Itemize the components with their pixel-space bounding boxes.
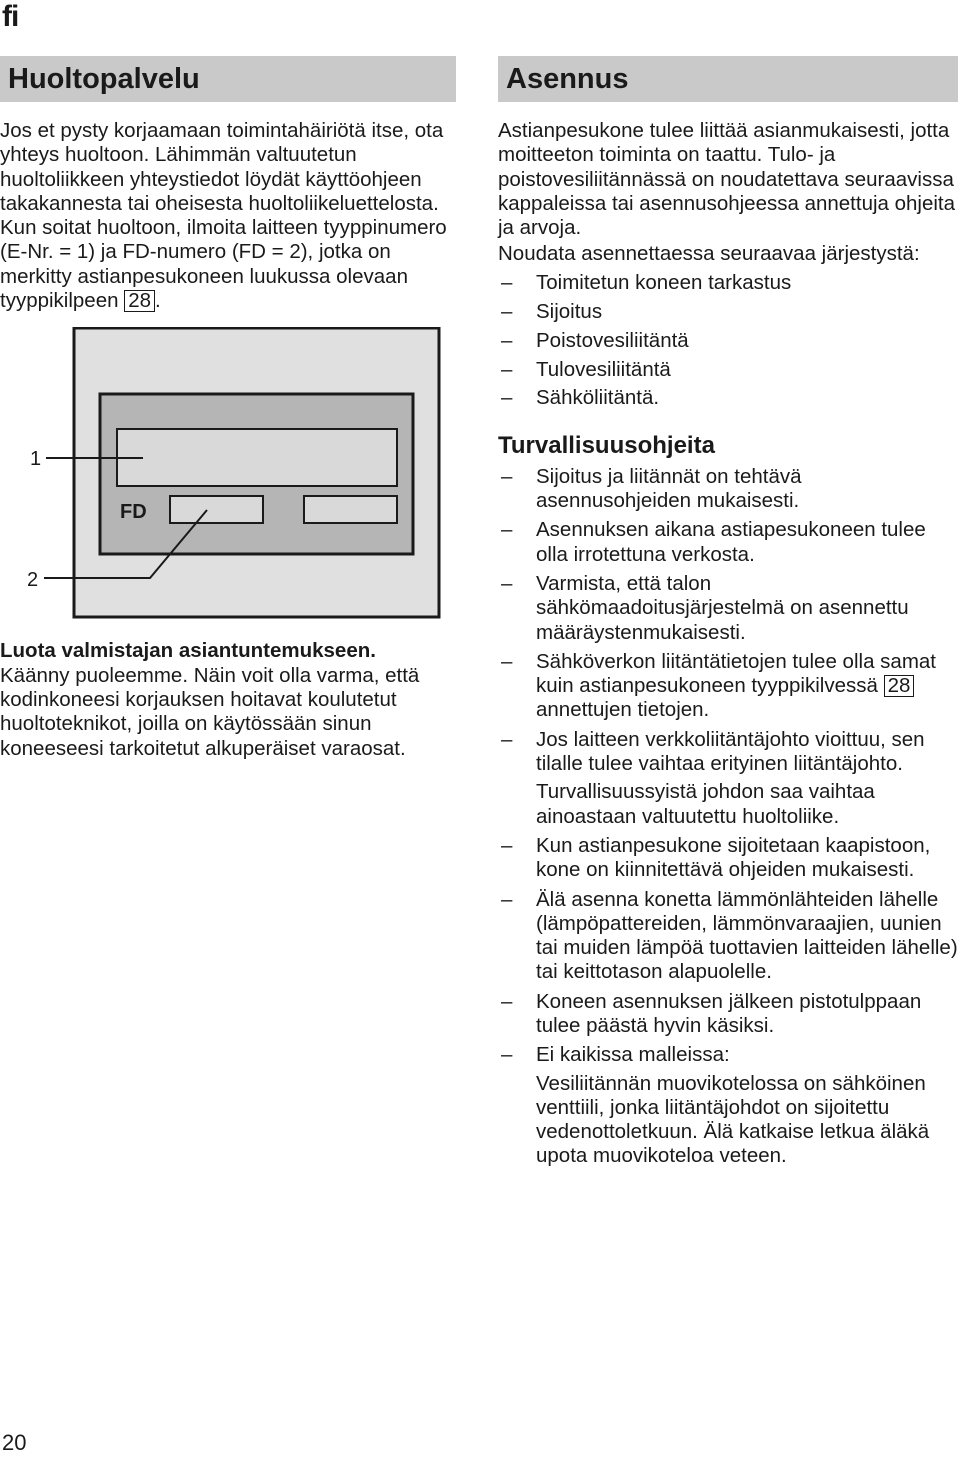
dash-mark: – [501, 328, 513, 352]
service-section [0, 56, 456, 761]
service-closing: Käänny puoleemme. Näin voit olla varma, että kodinkoneesi korjauksen hoitavat koulutetut huoltoteknikot, joilla on käytössään sinun koneeseesi tarkoitetut alkuperäiset varaosat. [0, 663, 420, 760]
list-item-text: Poistovesiliitäntä [536, 328, 689, 352]
list-item [498, 386, 958, 410]
installation-section [498, 56, 958, 1169]
list-item-text: Älä asenna konetta lämmönlähteiden lähelle (lämpöpattereiden, lämmönvaraajien, uunien tai muiden lämpöä tuottavien laitteiden lähelle) tai keittotason alapuolelle. [536, 887, 958, 984]
list-item-text: Sähköverkon liitäntätietojen tulee olla samat kuin astianpesukoneen tyyppikilvessä [536, 649, 936, 698]
dash-mark: – [501, 464, 513, 488]
type-plate-figure [0, 327, 456, 623]
list-item-text: Kun astianpesukone sijoitetaan kaapistoon, kone on kiinnitettävä ohjeiden mukaisesti. [536, 833, 931, 882]
list-item [498, 518, 958, 567]
list-item [498, 300, 958, 324]
list-item-text: Toimitetun koneen tarkastus [536, 271, 792, 295]
dash-mark: – [501, 271, 513, 295]
list-item-text: Sähköliitäntä. [536, 386, 660, 410]
dash-mark: – [501, 386, 513, 410]
list-item [498, 888, 958, 985]
trust-heading: Luota valmistajan asiantuntemukseen. [0, 639, 376, 663]
list-item-text: Asennuksen aikana astiapesukoneen tulee olla irrotettuna verkosta. [536, 518, 926, 566]
list-item [498, 329, 958, 353]
service-intro-end: . [155, 289, 161, 313]
list-item [498, 1043, 958, 1168]
dash-mark: – [501, 300, 513, 324]
callout-label-2: 2 [27, 569, 39, 592]
list-item-text: Sijoitus ja liitännät on tehtävä asennusohjeiden mukaisesti. [536, 464, 802, 513]
list-item-text: Varmista, että talon sähkömaadoitusjärjestelmä on asennettu määräystenmukaisesti. [536, 571, 909, 644]
service-intro-text: Jos et pysty korjaamaan toimintahäiriötä itse, ota yhteys huoltoon. Lähimmän valtuutetun huoltoliikkeen yhteystiedot löydät käyttöohjeen takakannesta tai oheisesta huoltoliikeluettelosta. Kun soitat huoltoon, ilmoita laitteen tyyppinumero (E-Nr. = 1) ja FD-numero (FD = 2), jotka on merkitty astianpesukoneen luukussa olevaan tyyppikilpeen [0, 119, 447, 313]
list-item [498, 990, 958, 1039]
safety-heading: Turvallisuusohjeita [498, 431, 715, 459]
list-item [498, 650, 958, 723]
dash-mark: – [501, 887, 513, 911]
list-item-text: Koneen asennuksen jälkeen pistotulppaan tulee päästä hyvin käsiksi. [536, 989, 922, 1037]
dash-mark: – [501, 357, 513, 381]
list-item-text: Jos laitteen verkkoliitäntäjohto vioittuu, sen tilalle tulee vaihtaa erityinen liitäntäjohto. [536, 727, 925, 776]
installation-intro: Astianpesukone tulee liittää asianmukaisesti, jotta moitteeton toiminta on taattu. Tulo- ja poistovesiliitännässä on noudatettava seuraavissa kappaleissa tai asennusohjeessa annettuja ohjeita ja arvoja. [498, 119, 956, 240]
dash-mark: – [501, 989, 513, 1013]
dash-mark: – [501, 1043, 513, 1067]
list-item-note: Vesiliitännän muovikotelossa on sähköinen venttiili, jonka liitäntäjohdot on sijoitettu vedenottoletkuun. Älä katkaise letkua äläkä upota muovikoteloa veteen. [536, 1071, 930, 1168]
type-plate-diagram [0, 327, 456, 623]
list-item-note: Turvallisuussyistä johdon saa vaihtaa ainoastaan valtuutettu huoltoliike. [536, 780, 875, 828]
list-item-text: Ei kaikissa malleissa: [536, 1043, 730, 1067]
installation-order-intro: Noudata asennettaessa seuraavaa järjestystä: [498, 242, 920, 266]
list-item-text-end: annettujen tietojen. [536, 698, 710, 722]
service-heading: Huoltopalvelu [0, 56, 456, 102]
dash-mark: – [501, 571, 513, 595]
callout-label-1: 1 [30, 448, 42, 471]
type-plate-reference: 28 [124, 290, 155, 312]
safety-list [498, 465, 958, 1169]
type-plate-reference: 28 [884, 675, 915, 697]
fd-number-field [170, 496, 263, 523]
list-item [498, 834, 958, 883]
fd-label: FD [120, 501, 147, 524]
language-code: fi [2, 0, 19, 33]
page-number: 20 [2, 1430, 27, 1455]
list-item [498, 358, 958, 382]
list-item [498, 728, 958, 829]
dash-mark: – [501, 518, 513, 542]
list-item [498, 465, 958, 514]
e-nr-field [117, 429, 397, 486]
extra-field [304, 496, 397, 523]
list-item-text: Tulovesiliitäntä [536, 357, 671, 381]
list-item [498, 271, 958, 295]
installation-order-list [498, 271, 958, 410]
service-intro [0, 119, 456, 313]
list-item-text: Sijoitus [536, 300, 603, 324]
installation-heading: Asennus [498, 56, 958, 102]
dash-mark: – [501, 727, 513, 751]
dash-mark: – [501, 833, 513, 857]
list-item [498, 572, 958, 645]
dash-mark: – [501, 649, 513, 673]
